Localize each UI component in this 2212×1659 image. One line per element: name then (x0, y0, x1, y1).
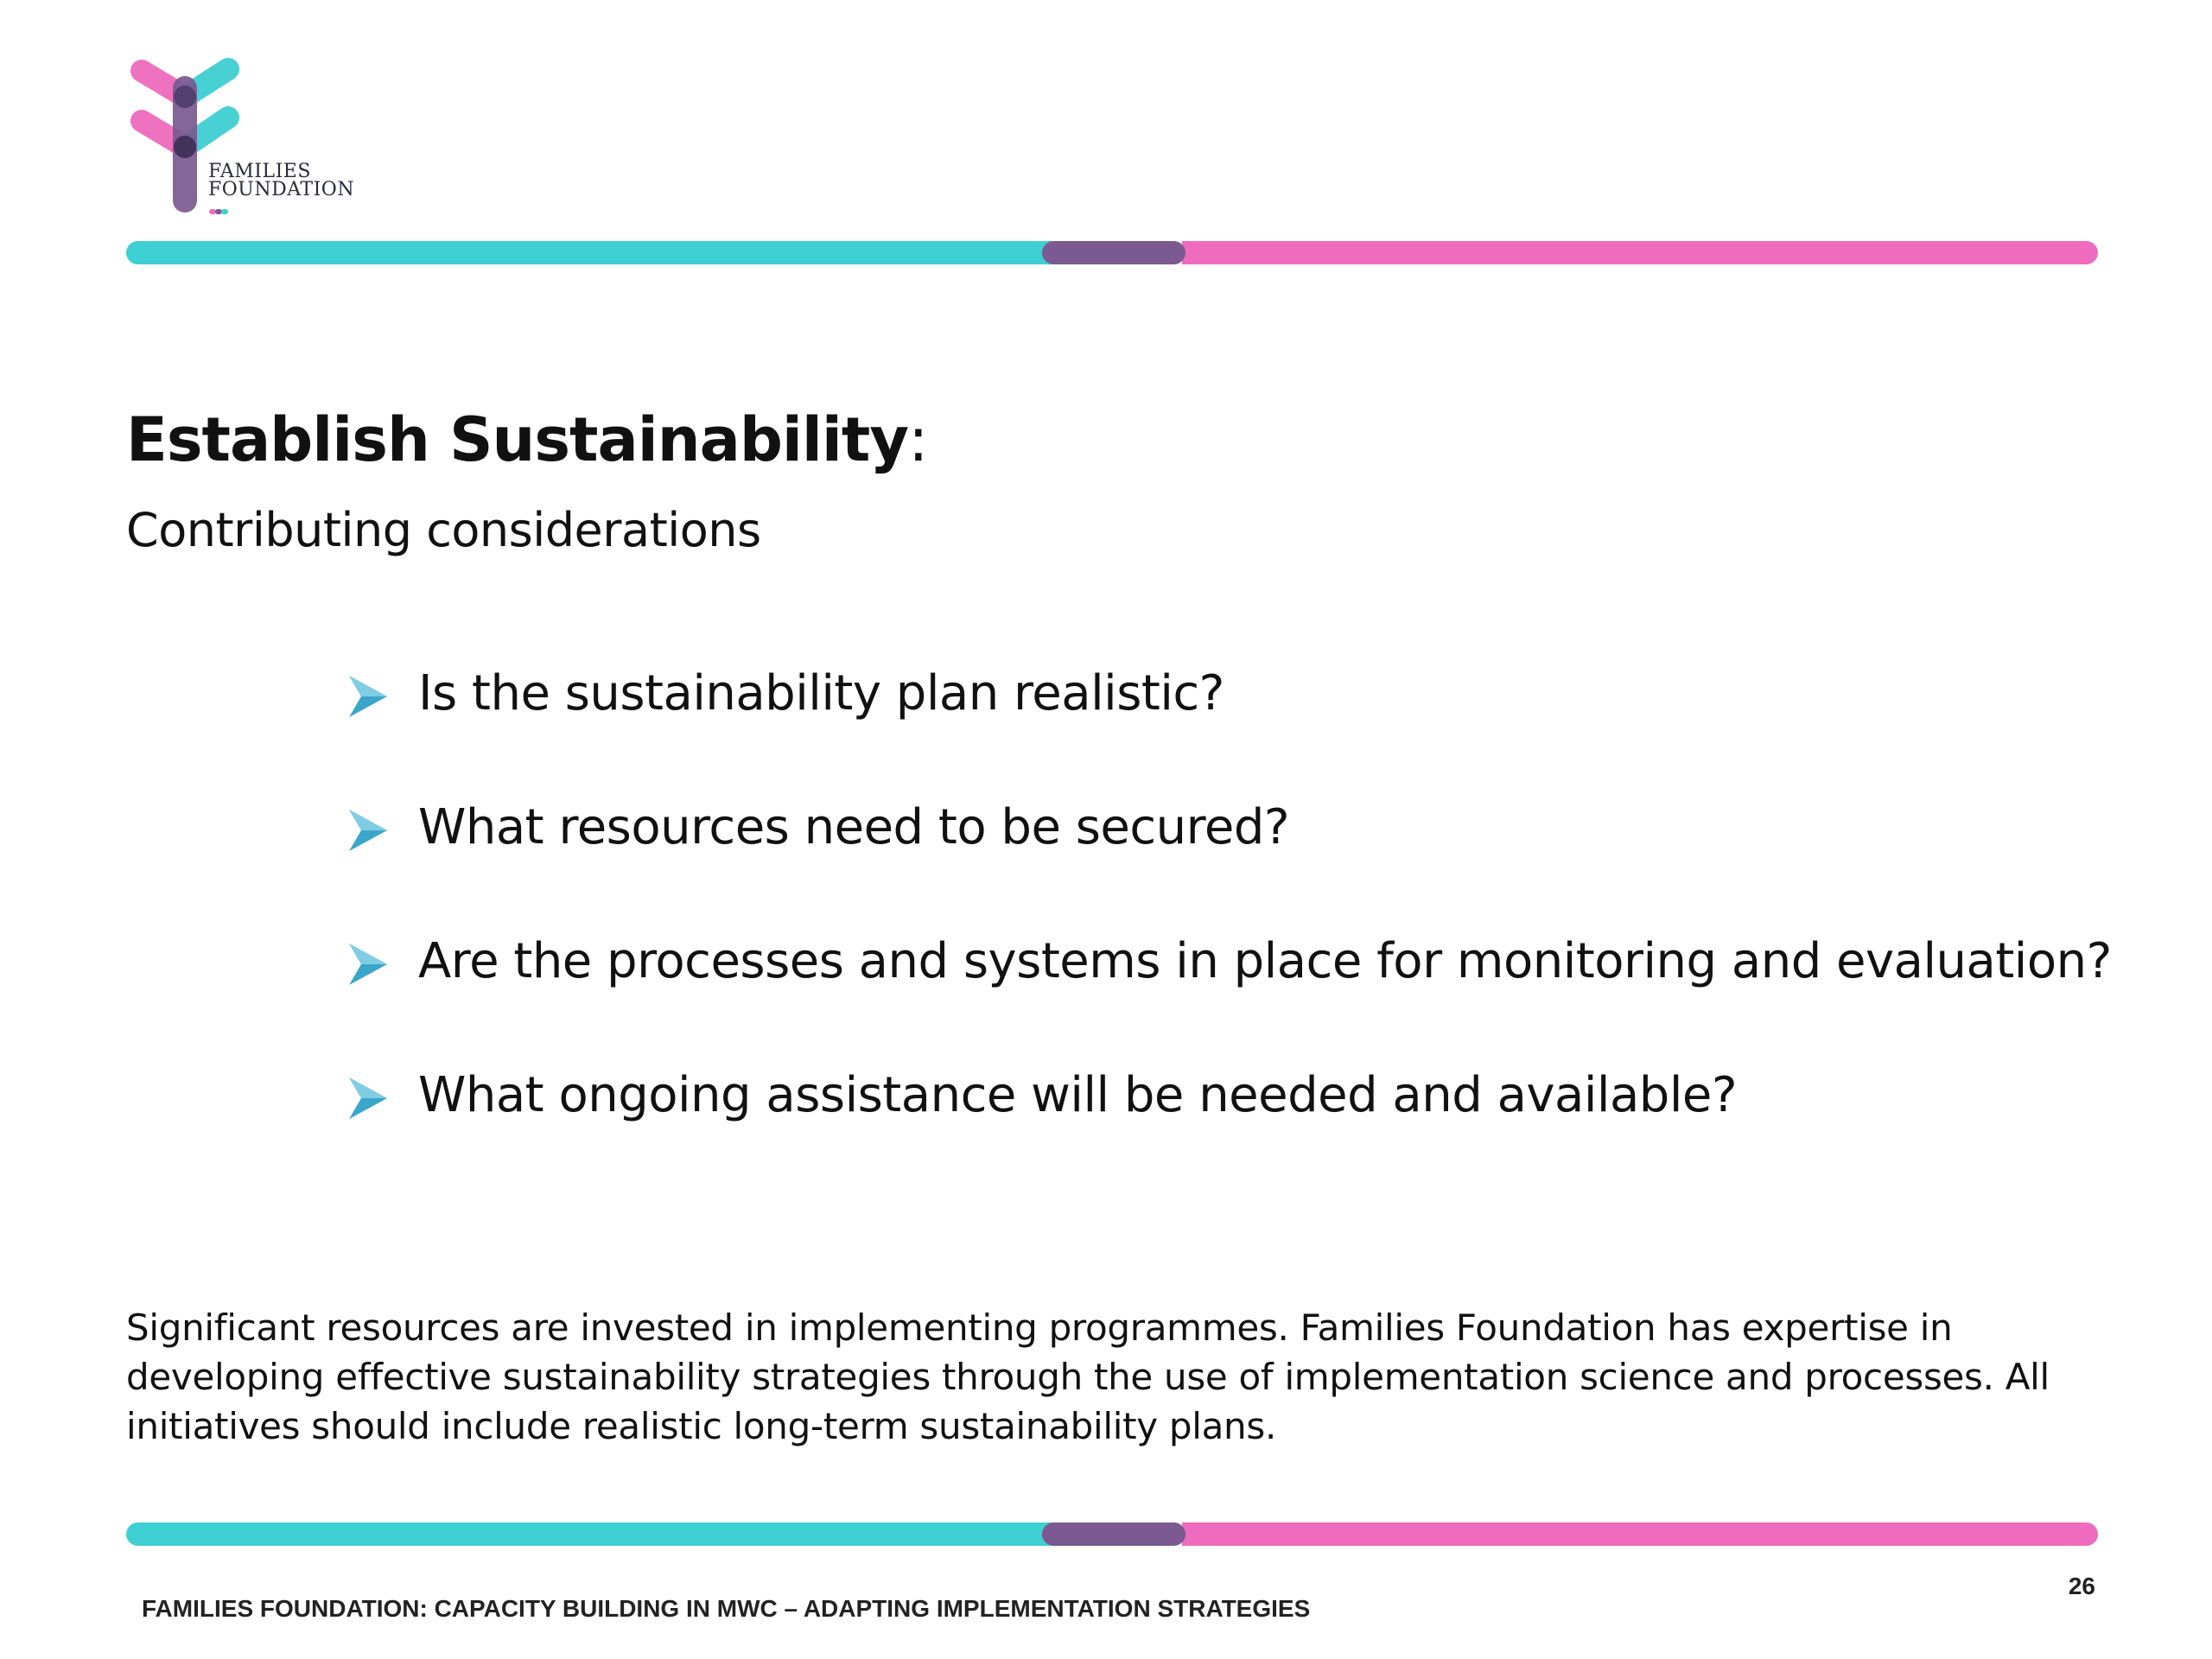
arrow-bullet-icon (349, 810, 387, 851)
bullet-text: Are the processes and systems in place for monitoring and evaluation? (418, 933, 2112, 989)
divider-purple-segment (1042, 241, 1185, 264)
logo-line-1: FAMILIES (208, 161, 311, 182)
arrow-bullet-icon (349, 1077, 387, 1119)
divider-cyan-segment (126, 1522, 1059, 1546)
divider-pink-segment (1182, 1522, 2098, 1546)
page-number: 26 (2068, 1573, 2095, 1599)
families-foundation-logo (126, 55, 355, 219)
arrow-bullet-icon (349, 676, 387, 717)
footer-text: FAMILIES FOUNDATION: CAPACITY BUILDING IN MWC – ADAPTING IMPLEMENTATION STRATEGIES (142, 1595, 1311, 1622)
slide-title-colon: : (908, 404, 928, 475)
slide-subtitle: Contributing considerations (126, 503, 761, 557)
bullet-text: What resources need to be secured? (418, 799, 1290, 855)
arrow-bullet-icon (349, 944, 387, 985)
divider-cyan-segment (126, 241, 1059, 264)
bottom-divider-bar (126, 1522, 2098, 1546)
body-paragraph: Significant resources are invested in implementing programmes. Families Foundation has expertise in developing effective sustainability strategies through the use of implementation science and processes. All initiatives should include realistic long-term sustainability plans. (126, 1306, 2050, 1447)
divider-pink-segment (1182, 241, 2098, 264)
logo-wordmark (208, 162, 354, 199)
bullet-text: What ongoing assistance will be needed and available? (418, 1067, 1738, 1123)
divider-purple-segment (1042, 1522, 1185, 1546)
logo-line-2: FOUNDATION (208, 179, 355, 200)
slide-title-text: Establish Sustainability (126, 404, 909, 475)
bullet-text: Is the sustainability plan realistic? (418, 665, 1224, 721)
slide-title (126, 404, 928, 475)
top-divider-bar (126, 241, 2098, 264)
